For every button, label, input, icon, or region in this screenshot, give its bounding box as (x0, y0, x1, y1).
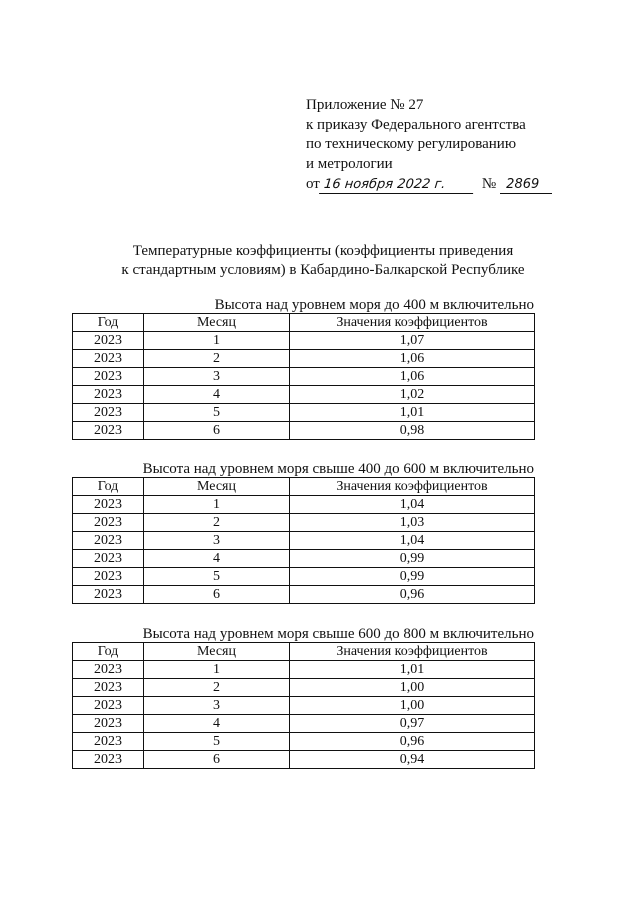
table-row (73, 715, 535, 733)
appendix-agency-line: по техническому регулированию (306, 136, 517, 152)
table-caption: Высота над уровнем моря свыше 600 до 800 м включительно (142, 626, 534, 642)
cell-month: 5 (144, 733, 290, 751)
cell-month: 2 (144, 350, 290, 368)
coefficients-table-section-1 (72, 298, 534, 440)
title-line-1: Температурные коэффициенты (коэффициенты приведения (132, 243, 514, 259)
coefficients-table-section-2 (72, 462, 534, 604)
table-row (73, 514, 535, 532)
table-row (73, 697, 535, 715)
cell-year: 2023 (73, 368, 144, 386)
table-row (73, 568, 535, 586)
appendix-metrology-line: и метрологии (306, 155, 393, 172)
table-row (73, 679, 535, 697)
cell-month: 1 (144, 661, 290, 679)
cell-month: 6 (144, 422, 290, 440)
cell-year: 2023 (73, 350, 144, 368)
cell-coefficient: 1,00 (290, 679, 535, 697)
header-coefficient: Значения коэффициентов (290, 643, 535, 661)
table-caption: Высота над уровнем моря до 400 м включительно (214, 297, 534, 313)
cell-month: 4 (144, 386, 290, 404)
coefficients-table (72, 313, 535, 440)
table-row (73, 350, 535, 368)
appendix-order-line: к приказу Федерального агентства (306, 116, 526, 133)
cell-coefficient: 1,03 (290, 514, 535, 532)
cell-year: 2023 (73, 751, 144, 769)
cell-coefficient: 0,94 (290, 751, 535, 769)
appendix-header (306, 96, 552, 195)
appendix-number: Приложение № 27 (306, 97, 424, 113)
table-row (73, 586, 535, 604)
appendix-date-line (306, 175, 552, 195)
header-year: Год (73, 478, 144, 496)
cell-coefficient: 0,96 (290, 586, 535, 604)
cell-month: 6 (144, 586, 290, 604)
header-coefficient: Значения коэффициентов (290, 478, 535, 496)
cell-coefficient: 1,07 (290, 332, 535, 350)
cell-coefficient: 1,01 (290, 661, 535, 679)
title-line-2: к стандартным условиям) в Кабардино-Балкарской Республике (121, 262, 525, 278)
cell-coefficient: 0,96 (290, 733, 535, 751)
coefficients-table-section-3 (72, 627, 534, 769)
document-title (0, 242, 640, 280)
cell-coefficient: 1,02 (290, 386, 535, 404)
cell-year: 2023 (73, 733, 144, 751)
cell-coefficient: 1,04 (290, 532, 535, 550)
table-header-row (73, 643, 535, 661)
cell-year: 2023 (73, 697, 144, 715)
cell-month: 3 (144, 532, 290, 550)
cell-month: 4 (144, 715, 290, 733)
table-row (73, 404, 535, 422)
table-header-row (73, 478, 535, 496)
cell-year: 2023 (73, 715, 144, 733)
cell-year: 2023 (73, 532, 144, 550)
header-year: Год (73, 643, 144, 661)
cell-year: 2023 (73, 404, 144, 422)
header-month: Месяц (144, 314, 290, 332)
table-row (73, 751, 535, 769)
cell-year: 2023 (73, 661, 144, 679)
cell-coefficient: 1,04 (290, 496, 535, 514)
table-row (73, 532, 535, 550)
cell-year: 2023 (73, 386, 144, 404)
cell-coefficient: 0,99 (290, 568, 535, 586)
cell-year: 2023 (73, 514, 144, 532)
cell-coefficient: 1,01 (290, 404, 535, 422)
table-row (73, 661, 535, 679)
header-month: Месяц (144, 643, 290, 661)
cell-month: 3 (144, 368, 290, 386)
table-row (73, 332, 535, 350)
cell-year: 2023 (73, 679, 144, 697)
cell-year: 2023 (73, 568, 144, 586)
cell-coefficient: 1,06 (290, 350, 535, 368)
cell-month: 1 (144, 496, 290, 514)
table-row (73, 550, 535, 568)
table-header-row (73, 314, 535, 332)
cell-month: 4 (144, 550, 290, 568)
number-label: № (481, 176, 497, 192)
coefficients-table (72, 477, 535, 604)
cell-coefficient: 1,06 (290, 368, 535, 386)
cell-coefficient: 0,98 (290, 422, 535, 440)
table-caption: Высота над уровнем моря свыше 400 до 600 м включительно (142, 461, 534, 477)
header-coefficient: Значения коэффициентов (290, 314, 535, 332)
table-row (73, 733, 535, 751)
header-year: Год (73, 314, 144, 332)
cell-month: 2 (144, 514, 290, 532)
cell-year: 2023 (73, 422, 144, 440)
header-month: Месяц (144, 478, 290, 496)
cell-month: 6 (144, 751, 290, 769)
table-row (73, 422, 535, 440)
cell-month: 5 (144, 568, 290, 586)
coefficients-table (72, 642, 535, 769)
handwritten-order-number: 2869 (500, 176, 552, 194)
cell-year: 2023 (73, 496, 144, 514)
handwritten-date: 16 ноября 2022 г. (319, 176, 475, 194)
cell-month: 1 (144, 332, 290, 350)
table-row (73, 386, 535, 404)
cell-coefficient: 1,00 (290, 697, 535, 715)
table-row (73, 368, 535, 386)
cell-year: 2023 (73, 586, 144, 604)
from-label: от (306, 176, 320, 192)
table-row (73, 496, 535, 514)
cell-month: 2 (144, 679, 290, 697)
cell-coefficient: 0,99 (290, 550, 535, 568)
cell-month: 3 (144, 697, 290, 715)
cell-year: 2023 (73, 332, 144, 350)
cell-year: 2023 (73, 550, 144, 568)
cell-month: 5 (144, 404, 290, 422)
cell-coefficient: 0,97 (290, 715, 535, 733)
